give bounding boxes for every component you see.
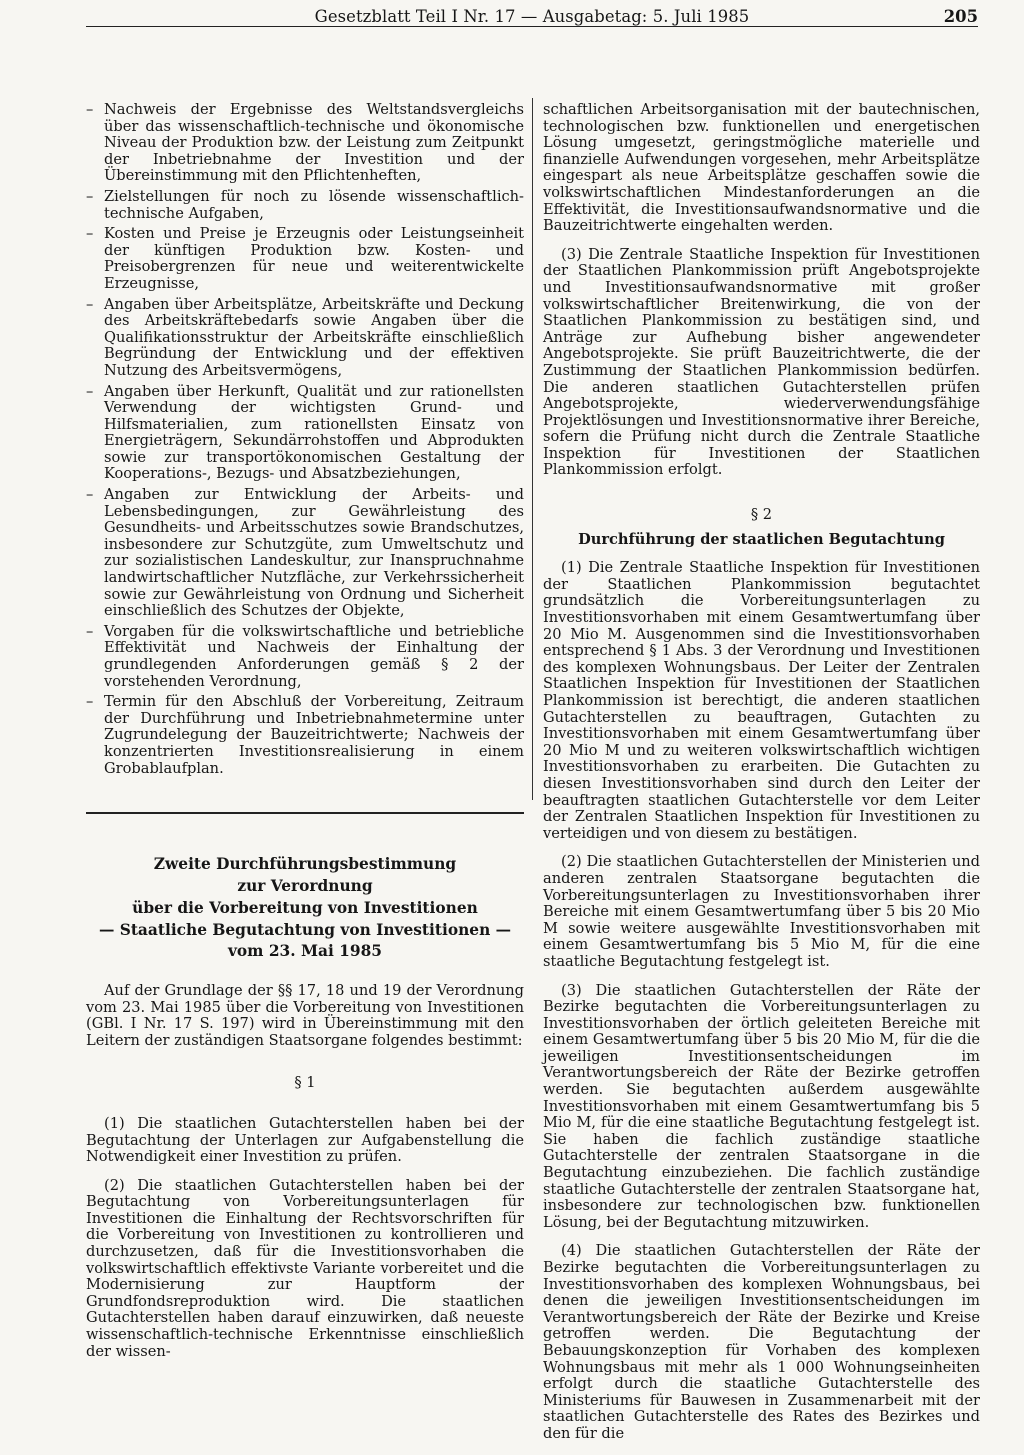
right-column (543, 102, 980, 1455)
section-2-paragraph: (1) Die Zentrale Staatliche Inspektion für Investitionen der Staatlichen Plankommission begutachtet grundsätzlich die Vorbereitungsunterlagen zu Investitionsvorhaben mit einem Gesamtwertumfang über 20 Mio M. Ausgenommen sind die Investitionsvorhaben entsprechend § 1 Abs. 3 der Verordnung und Investitionen des komplexen Wohnungsbaus. Der Leiter der Zentralen Staatlichen Inspektion für Investitionen der Staatlichen Plankommission ist berechtigt, die anderen staatlichen Gutachterstellen zu beauftragen, Gutachten zu Investitionsvorhaben mit einem Gesamtwertumfang über 20 Mio M und zu weiteren volkswirtschaftlich wichtigen Investitionsvorhaben zu erarbeiten. Die Gutachten zu diesen Investitionsvorhaben sind durch den Leiter der beauftragten staatlichen Gutachterstelle vor dem Leiter der Zentralen Staatlichen Inspektion für Investitionen zu verteidigen und von diesem zu bestätigen. (543, 559, 980, 842)
section-separator (86, 812, 524, 814)
section-2-paragraph: (2) Die staatlichen Gutachterstellen der Ministerien und anderen zentralen Staatsorgane begutachten die Vorbereitungsunterlagen zu Investitionsvorhaben ihrer Bereiche mit einem Gesamtwertumfang über 5 bis 20 Mio M sowie weitere ausgewählte Investitionsvorhaben mit einem Gesamtwertumfang bis 5 Mio M, für die eine staatliche Begutachtung festgelegt ist. (543, 853, 980, 970)
left-column (86, 102, 524, 1372)
section-1-paragraph-3: (3) Die Zentrale Staatliche Inspektion für Investitionen der Staatlichen Plankommission prüft Angebotsprojekte und Investitionsaufwandsnormative mit großer volkswirtschaftlicher Breitenwirkung, die von der Staatlichen Plankommission zu bestätigen sind, und Anträge zur Aufhebung bisher angewendeter Angebotsprojekte. Sie prüft Bauzeitrichtwerte, die der Zustimmung der Staatlichen Plankommission bedürfen. Die anderen staatlichen Gutachterstellen prüfen Angebotsprojekte, wiederverwendungsfähige Projektlösungen und Investitionsnormative ihrer Bereiche, sofern die Prüfung nicht durch die Zentrale Staatliche Inspektion für Investitionen der Staatlichen Plankommission erfolgt. (543, 245, 980, 479)
title-line: über die Vorbereitung von Investitionen (132, 898, 478, 917)
title-line: — Staatliche Begutachtung von Investitionen — (98, 920, 512, 939)
title-line: zur Verordnung (237, 876, 373, 895)
preamble: Auf der Grundlage der §§ 17, 18 und 19 der Verordnung vom 23. Mai 1985 über die Vorbereitung von Investitionen (GBl. I Nr. 17 S. 197) wird in Übereinstimmung mit den Leitern der zuständigen Staatsorgane folgendes bestimmt: (86, 981, 524, 1049)
list-item: – Termin für den Abschluß der Vorbereitung, Zeitraum der Durchführung und Inbetriebnahmetermine unter Zugrundelegung der Bauzeitrichtwerte; Nachweis der konzentrierten Investitionsrealisierung in einem Grobablaufplan. (86, 694, 524, 777)
page-number: 205 (943, 7, 978, 26)
list-item: – Angaben zur Entwicklung der Arbeits- und Lebensbedingungen, zur Gewährleistung des Gesundheits- und Arbeitsschutzes sowie Brandschutzes, insbesondere zur Schutzgüte, zum Umweltschutz und zur sozialistischen Landeskultur, zur Inanspruchnahme landwirtschaftlicher Nutzfläche, zur Verkehrssicherheit sowie zur Gewährleistung von Ordnung und Sicherheit einschließlich des Schutzes der Objekte, (86, 487, 524, 620)
header-rule (86, 26, 978, 27)
page-header (86, 4, 978, 34)
regulation-title (86, 854, 524, 941)
section-1-paragraph: (1) Die staatlichen Gutachterstellen haben bei der Begutachtung der Unterlagen zur Aufgabenstellung die Notwendigkeit einer Investition zu prüfen. (86, 1114, 524, 1166)
title-line: Zweite Durchführungsbestimmung (153, 855, 457, 874)
list-item: – Kosten und Preise je Erzeugnis oder Leistungseinheit der künftigen Produktion bzw. Kosten- und Preisobergrenzen für neue und weiterentwickelte Erzeugnisse, (86, 226, 524, 292)
continuation-paragraph: schaftlichen Arbeitsorganisation mit der bautechnischen, technologischen bzw. funktionellen und energetischen Lösung umgesetzt, geringstmögliche materielle und finanzielle Aufwendungen vorgesehen, mehr Arbeitsplätze eingespart als neue Arbeitsplätze geschaffen sowie die volkswirtschaftlichen Mindestanforderungen an die Effektivität, die Investitionsaufwandsnormative und die Bauzeitrichtwerte eingehalten werden. (543, 101, 980, 235)
header-title: Gesetzblatt Teil I Nr. 17 — Ausgabetag: 5. Juli 1985 (314, 7, 750, 26)
section-2-paragraph: (3) Die staatlichen Gutachterstellen der Räte der Bezirke begutachten die Vorbereitungsunterlagen zu Investitionsvorhaben der örtlich geleiteten Bereiche mit einem Gesamtwertumfang über 5 bis 20 Mio M, für die die jeweiligen Investitionsentscheidungen im Verantwortungsbereich der Räte der Bezirke getroffen werden. Sie begutachten außerdem ausgewählte Investitionsvorhaben mit einem Gesamtwertumfang bis 5 Mio M, für die eine staatliche Begutachtung festgelegt ist. Sie haben die fachlich zuständige staatliche Gutachterstelle der zentralen Staatsorgane in die Begutachtung einzubeziehen. Die fachlich zuständige staatliche Gutachterstelle der zentralen Staatsorgane hat, insbesondere zur technologischen bzw. funktionellen Lösung, bei der Begutachtung mitzuwirken. (543, 981, 980, 1231)
regulation-date: vom 23. Mai 1985 (227, 942, 383, 961)
list-item: – Angaben über Herkunft, Qualität und zur rationellsten Verwendung der wichtigsten Grund- und Hilfsmaterialien, zum rationellsten Einsatz von Energieträgern, Sekundärrohstoffen und Abprodukten sowie zur transportökonomischen Gestaltung der Kooperations-, Bezugs- und Absatzbeziehungen, (86, 384, 524, 484)
section-2-label: § 2 (750, 506, 773, 524)
list-item: – Nachweis der Ergebnisse des Weltstandsvergleichs über das wissenschaftlich-technische und ökonomische Niveau der Produktion bzw. der Leistung zum Zeitpunkt der Inbetriebnahme der Investition und der Übereinstimmung mit den Pflichtenheften, (86, 102, 524, 185)
list-item: – Zielstellungen für noch zu lösende wissenschaftlich-technische Aufgaben, (86, 189, 524, 222)
list-item: – Vorgaben für die volkswirtschaftliche und betriebliche Effektivität und Nachweis der Einhaltung der grundlegenden Anforderungen gemäß § 2 der vorstehenden Verordnung, (86, 624, 524, 690)
section-1-label: § 1 (294, 1074, 316, 1092)
column-divider (532, 98, 533, 800)
list-item: – Angaben über Arbeitsplätze, Arbeitskräfte und Deckung des Arbeitskräftebedarfs sowie Angaben über die Qualifikationsstruktur der Arbeitskräfte einschließlich Begründung der Entwicklung und der effektiven Nutzung des Arbeitsvermögens, (86, 297, 524, 380)
requirements-list (86, 102, 524, 777)
section-1-paragraph: (2) Die staatlichen Gutachterstellen haben bei der Begutachtung von Vorbereitungsunterlagen für Investitionen die Einhaltung der Rechtsvorschriften für die Vorbereitung von Investitionen zu kontrollieren und durchzusetzen, daß für die Investitionsvorhaben die volkswirtschaftlich effektivste Variante vorbereitet und die Modernisierung zur Hauptform der Grundfondsreproduktion wird. Die staatlichen Gutachterstellen haben darauf einzuwirken, daß neueste wissenschaftlich-technische Erkenntnisse einschließlich der wissen- (86, 1176, 524, 1360)
section-2-paragraph: (4) Die staatlichen Gutachterstellen der Räte der Bezirke begutachten die Vorbereitungsunterlagen zu Investitionsvorhaben des komplexen Wohnungsbaus, bei denen die jeweiligen Investitionsentscheidungen im Verantwortungsbereich der Räte der Bezirke und Kreise getroffen werden. Die Begutachtung der Bebauungskonzeption für Vorhaben des komplexen Wohnungsbaus mit mehr als 1 000 Wohnungseinheiten erfolgt durch die staatliche Gutachterstelle des Ministeriums für Bauwesen in Zusammenarbeit mit der staatlichen Gutachterstelle des Rates des Bezirkes und den für die (543, 1242, 980, 1442)
section-2-heading: Durchführung der staatlichen Begutachtung (578, 530, 945, 548)
